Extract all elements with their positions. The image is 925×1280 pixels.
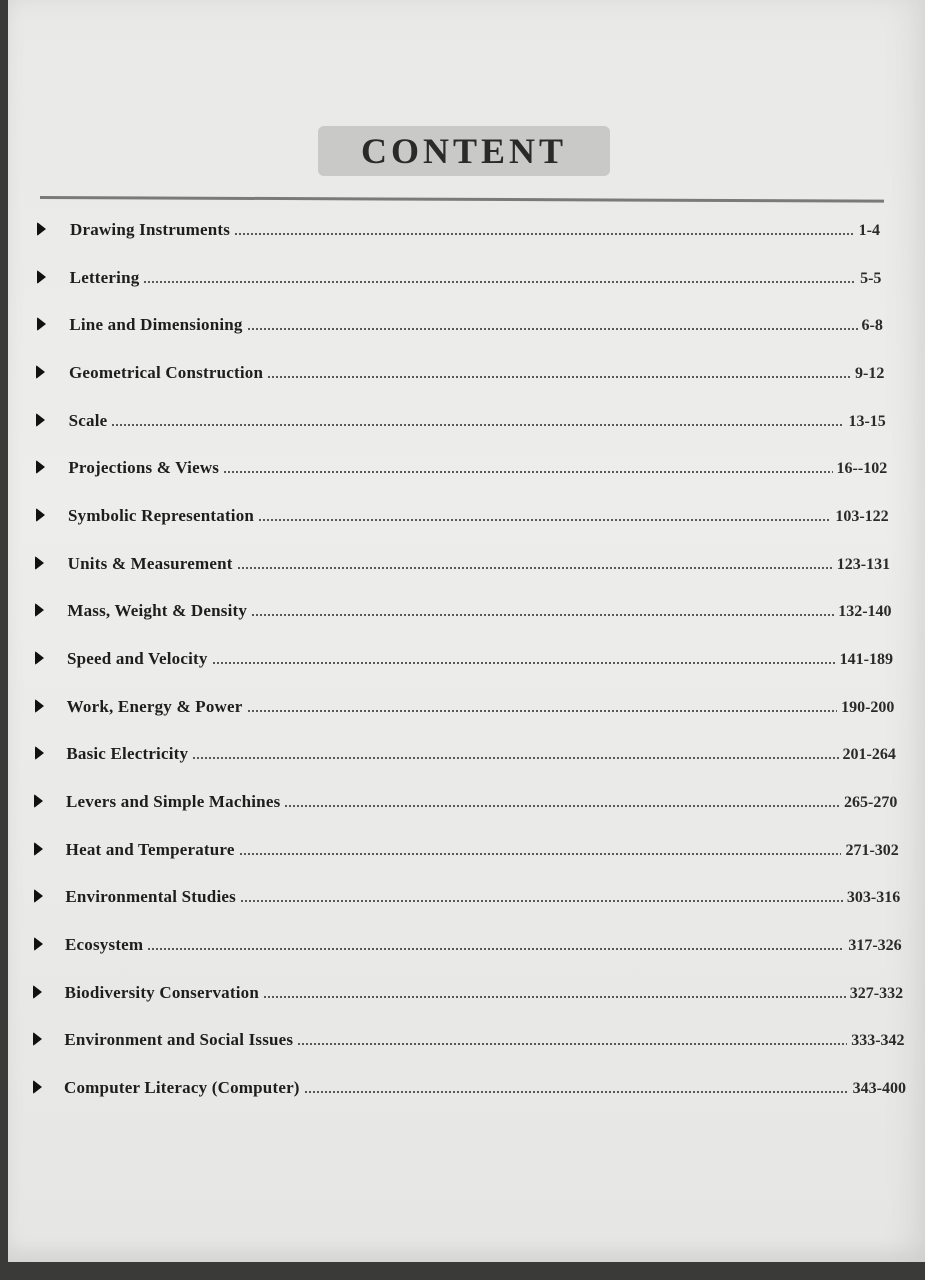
- toc-entry-pages: 190-200: [841, 698, 895, 716]
- toc-entry-pages: 132-140: [838, 603, 892, 621]
- bullet-icon: [34, 794, 43, 808]
- dot-leader: [111, 424, 844, 426]
- toc-entry-label: Drawing Instruments: [70, 220, 231, 239]
- dot-leader: [239, 853, 842, 855]
- bullet-icon: [35, 746, 44, 760]
- dot-leader: [143, 281, 856, 283]
- dot-leader: [267, 376, 851, 378]
- toc-entry-pages: 6-8: [861, 317, 883, 335]
- toc-entry: [68, 456, 887, 478]
- dot-leader: [212, 662, 836, 664]
- title-banner: [318, 126, 610, 176]
- toc-entry-label: Mass, Weight & Density: [67, 601, 248, 621]
- toc-entry: [66, 838, 899, 860]
- bullet-icon: [37, 317, 46, 331]
- toc-entry-label: Scale: [68, 410, 108, 430]
- page-title: CONTENT: [360, 131, 568, 171]
- toc-entry-pages: 327-332: [849, 984, 904, 1002]
- toc-entry-pages: 5-5: [860, 269, 882, 287]
- toc-entry-pages: 103-122: [835, 508, 889, 525]
- toc-entry-label: Speed and Velocity: [67, 649, 208, 668]
- toc-entry: [69, 361, 884, 383]
- toc-entry-pages: 343-400: [852, 1080, 906, 1097]
- toc-entry: [68, 504, 889, 526]
- dot-leader: [234, 233, 855, 235]
- toc-entry-label: Heat and Temperature: [65, 839, 235, 859]
- toc-entry: [69, 313, 883, 335]
- dot-leader: [247, 710, 838, 712]
- toc-entry-pages: 303-316: [846, 889, 901, 907]
- toc-entry-pages: 265-270: [844, 794, 898, 811]
- bullet-icon: [34, 842, 43, 856]
- title-divider: [40, 196, 884, 203]
- bullet-icon: [33, 1032, 42, 1046]
- toc-entry-label: Ecosystem: [65, 935, 144, 954]
- toc-entry-label: Levers and Simple Machines: [66, 792, 281, 811]
- bullet-icon: [36, 365, 45, 379]
- toc-entry-label: Lettering: [69, 267, 140, 287]
- bullet-icon: [37, 222, 46, 236]
- bullet-icon: [35, 556, 44, 570]
- toc-entry-label: Work, Energy & Power: [66, 696, 243, 716]
- toc-entry-label: Units & Measurement: [67, 553, 233, 573]
- toc-entry-pages: 9-12: [855, 365, 885, 382]
- dot-leader: [240, 900, 843, 902]
- toc-entry: [66, 790, 897, 812]
- toc-entry-pages: 123-131: [836, 555, 891, 573]
- toc-entry-label: Symbolic Representation: [68, 506, 255, 525]
- toc-entry-pages: 201-264: [842, 746, 896, 764]
- toc-entry: [70, 218, 880, 240]
- toc-entry-pages: 141-189: [839, 651, 893, 668]
- toc-entry: [67, 647, 893, 669]
- toc-entry-label: Projections & Views: [68, 458, 220, 478]
- bullet-icon: [34, 889, 43, 903]
- dot-leader: [251, 614, 834, 616]
- bullet-icon: [37, 270, 46, 284]
- dot-leader: [284, 805, 840, 807]
- bullet-icon: [33, 985, 42, 999]
- toc-entry-label: Computer Literacy (Computer): [64, 1078, 300, 1097]
- bullet-icon: [36, 413, 45, 427]
- dot-leader: [263, 996, 846, 998]
- dot-leader: [297, 1043, 847, 1045]
- bullet-icon: [36, 460, 45, 474]
- dot-leader: [304, 1091, 849, 1093]
- toc-entry: [65, 981, 903, 1003]
- dot-leader: [247, 328, 858, 330]
- toc-entry: [64, 1028, 904, 1050]
- toc-entry: [66, 742, 896, 764]
- toc-entry-label: Environmental Studies: [65, 887, 236, 907]
- document-page: [8, 0, 925, 1262]
- toc-entry: [67, 695, 895, 717]
- toc-entry-pages: 13-15: [848, 412, 886, 430]
- dot-leader: [258, 519, 831, 521]
- toc-entry: [65, 885, 900, 907]
- dot-leader: [147, 948, 844, 950]
- toc-entry: [68, 552, 890, 574]
- toc-entry-pages: 271-302: [845, 841, 899, 859]
- toc-entry: [70, 266, 882, 288]
- toc-entry-pages: 16--102: [836, 460, 888, 478]
- bullet-icon: [35, 699, 44, 713]
- toc-entry-label: Geometrical Construction: [69, 363, 264, 382]
- dot-leader: [237, 567, 833, 569]
- bullet-icon: [36, 508, 45, 522]
- bullet-icon: [35, 651, 44, 665]
- toc-entry-label: Basic Electricity: [66, 744, 189, 764]
- toc-entry-label: Line and Dimensioning: [69, 315, 243, 335]
- bullet-icon: [34, 937, 43, 951]
- toc-entry-pages: 317-326: [848, 937, 902, 954]
- toc-entry: [64, 1076, 906, 1098]
- toc-entry: [65, 933, 902, 955]
- bullet-icon: [33, 1080, 42, 1094]
- toc-entry: [69, 409, 886, 431]
- toc-entry-pages: 1-4: [858, 222, 880, 239]
- toc-entry: [67, 599, 891, 621]
- toc-entry-label: Biodiversity Conservation: [64, 982, 260, 1002]
- bullet-icon: [35, 603, 44, 617]
- toc-entry-label: Environment and Social Issues: [64, 1030, 294, 1050]
- dot-leader: [223, 471, 832, 473]
- dot-leader: [192, 757, 838, 759]
- toc-entry-pages: 333-342: [851, 1032, 905, 1050]
